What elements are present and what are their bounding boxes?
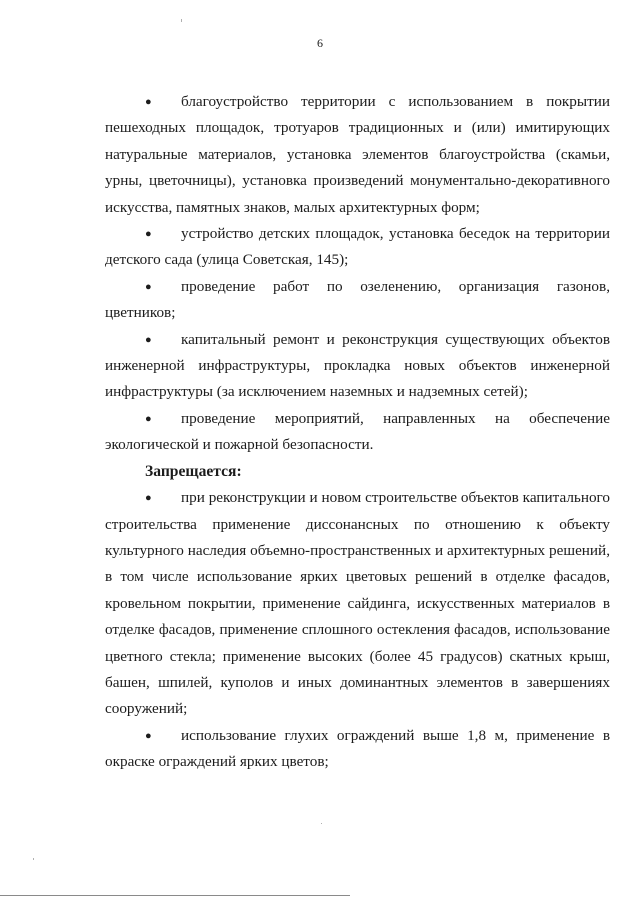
footer-rule — [0, 895, 350, 896]
scan-speck — [33, 858, 34, 860]
list-item — [105, 89, 610, 221]
list-item — [105, 406, 610, 459]
list-item — [105, 221, 610, 274]
list-item-text: при реконструкции и новом строительстве объектов капитального строительства применение диссонансных по отношению к объекту культурного наследия объемно-пространственных и архитектурных решений, в том числе использование ярких цветовых решений в отделке фасадов, кровельном покрытии, применение сайдинга, искусственных материалов в отделке фасадов, применение сплошного остекления фасадов, использование цветного стекла; применение высоких (более 45 градусов) скатных крыш, башен, шпилей, куполов и иных доминантных элементов в завершениях сооружений; — [105, 489, 610, 718]
scan-speck — [321, 823, 322, 824]
section-heading: Запрещается: — [145, 462, 242, 480]
list-item-text: капитальный ремонт и реконструкция существующих объектов инженерной инфраструктуры, прокладка новых объектов инженерной инфраструктуры (за исключением наземных и надземных сетей); — [105, 330, 610, 401]
page-number: 6 — [317, 36, 323, 50]
bullet-icon: ● — [145, 492, 152, 505]
list-item-text: проведение работ по озеленению, организация газонов, цветников; — [105, 277, 610, 322]
bullet-icon: ● — [145, 333, 152, 346]
list-item-text: использование глухих ограждений выше 1,8 м, применение в окраске ограждений ярких цветов; — [105, 726, 610, 771]
list-item — [105, 485, 610, 723]
scan-speck — [181, 19, 182, 22]
list-item — [105, 723, 610, 776]
bullet-icon: ● — [145, 729, 152, 742]
list-item — [105, 327, 610, 406]
bullet-icon: ● — [145, 280, 152, 293]
bullet-icon: ● — [145, 96, 152, 108]
list-item-text: проведение мероприятий, направленных на обеспечение экологической и пожарной безопасности. — [105, 409, 610, 454]
bullet-icon: ● — [145, 228, 152, 241]
list-item-text: устройство детских площадок, установка беседок на территории детского сада (улица Советская, 145); — [105, 225, 610, 269]
bullet-icon: ● — [145, 412, 152, 425]
list-item-text: благоустройство территории с использованием в покрытии пешеходных площадок, тротуаров традиционных и (или) имитирующих натуральные материалов, установка элементов благоустройства (скамьи, урны, цветочницы), установка произведений монументально-декоративного искусства, памятных знаков, малых архитектурных форм; — [105, 93, 610, 216]
document-body — [105, 89, 610, 776]
list-item — [105, 274, 610, 327]
